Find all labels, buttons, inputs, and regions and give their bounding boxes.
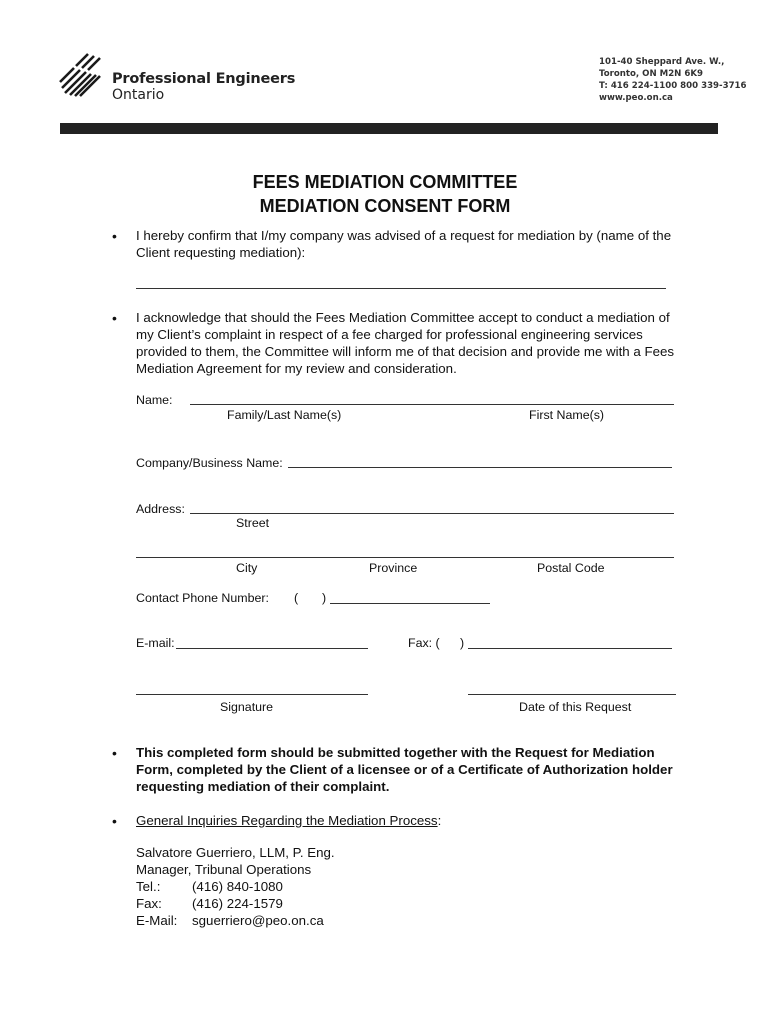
contact-fax-row bbox=[136, 895, 283, 912]
phone-close-paren: ) bbox=[322, 591, 327, 605]
fax-close-paren: ) bbox=[460, 636, 465, 650]
date-caption: Date of this Request bbox=[519, 700, 632, 714]
bullet-dot: • bbox=[112, 813, 117, 829]
company-label: Company/Business Name: bbox=[136, 456, 283, 470]
date-input-line[interactable] bbox=[468, 694, 676, 695]
bullet-dot: • bbox=[112, 310, 117, 326]
contact-tel-row bbox=[136, 878, 283, 895]
fax-contact-label: Fax: bbox=[136, 896, 162, 911]
city-province-postal-input-line[interactable] bbox=[136, 557, 674, 558]
header-divider-bar bbox=[60, 123, 718, 134]
submission-instruction: This completed form should be submitted together with the Request for Mediation Form, completed by the Client of a licensee or of a Certificate of Authorization holder requesting mediation of their complaint. bbox=[136, 745, 673, 794]
peo-logo-icon bbox=[58, 52, 106, 98]
confirm-statement: I hereby confirm that I/my company was advised of a request for mediation by (name of the Client requesting mediation): bbox=[136, 228, 672, 260]
signature-input-line[interactable] bbox=[136, 694, 368, 695]
street-caption: Street bbox=[236, 516, 270, 530]
phone-line: T: 416 224-1100 800 339-3716 bbox=[599, 81, 747, 91]
street-input-line[interactable] bbox=[190, 513, 674, 514]
inquiries-heading-text: General Inquiries Regarding the Mediation Process bbox=[136, 813, 438, 828]
org-name-sub: Ontario bbox=[112, 87, 165, 103]
first-name-caption: First Name(s) bbox=[529, 408, 605, 422]
acknowledge-statement: I acknowledge that should the Fees Mediation Committee accept to conduct a mediation of my Client’s complaint in respect of a fee charged for professional engineering services provided to them, the Committee will inform me of that decision and provide me with a Fees Mediation Agreement for my review and consideration. bbox=[136, 310, 675, 376]
form-title-line2: MEDIATION CONSENT FORM bbox=[259, 196, 511, 216]
city-caption: City bbox=[236, 561, 258, 575]
org-name: Professional Engineers bbox=[112, 71, 296, 87]
family-name-caption: Family/Last Name(s) bbox=[227, 408, 342, 422]
email-value: sguerriero@peo.on.ca bbox=[192, 913, 324, 928]
inquiries-heading bbox=[136, 812, 684, 829]
client-name-input-line[interactable] bbox=[136, 288, 666, 289]
fax-input-line[interactable] bbox=[468, 648, 672, 649]
signature-caption: Signature bbox=[220, 700, 274, 714]
address-line: Toronto, ON M2N 6K9 bbox=[599, 69, 703, 79]
fax-value: (416) 224-1579 bbox=[192, 896, 283, 911]
postal-code-caption: Postal Code bbox=[537, 561, 605, 575]
tel-label: Tel.: bbox=[136, 879, 161, 894]
province-caption: Province bbox=[369, 561, 418, 575]
email-contact-label: E-Mail: bbox=[136, 913, 178, 928]
tel-value: (416) 840-1080 bbox=[192, 879, 283, 894]
contact-name: Salvatore Guerriero, LLM, P. Eng. bbox=[136, 845, 335, 860]
form-title-line1: FEES MEDIATION COMMITTEE bbox=[252, 172, 518, 192]
email-label: E-mail: bbox=[136, 636, 175, 650]
phone-input-line[interactable] bbox=[330, 603, 490, 604]
company-input-line[interactable] bbox=[288, 467, 672, 468]
bullet-dot: • bbox=[112, 745, 117, 761]
website-line: www.peo.on.ca bbox=[599, 93, 673, 103]
contact-email-row bbox=[136, 912, 324, 929]
name-input-line[interactable] bbox=[190, 404, 674, 405]
phone-label: Contact Phone Number: bbox=[136, 591, 269, 605]
inquiries-colon: : bbox=[437, 813, 442, 828]
phone-open-paren: ( bbox=[294, 591, 299, 605]
bullet-dot: • bbox=[112, 228, 117, 244]
address-line: 101-40 Sheppard Ave. W., bbox=[599, 57, 725, 67]
address-label: Address: bbox=[136, 502, 185, 516]
contact-title: Manager, Tribunal Operations bbox=[136, 862, 312, 877]
name-label: Name: bbox=[136, 393, 173, 407]
email-input-line[interactable] bbox=[176, 648, 368, 649]
fax-label: Fax: ( bbox=[408, 636, 440, 650]
